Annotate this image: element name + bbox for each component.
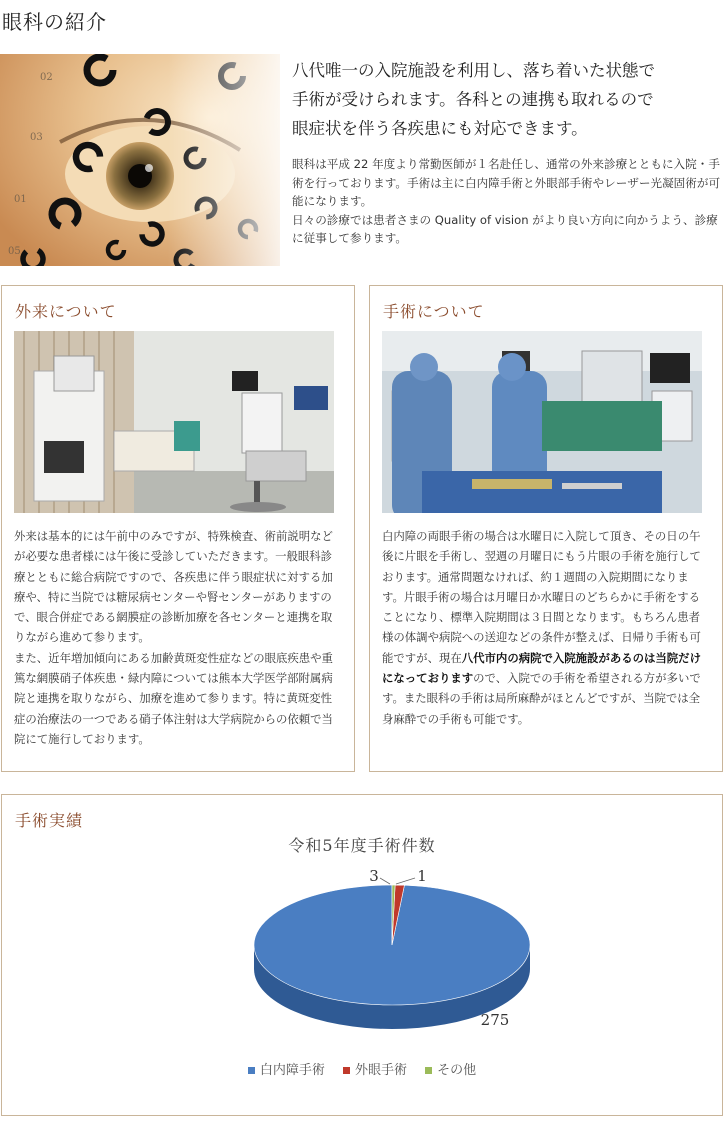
- legend-swatch: [248, 1067, 255, 1074]
- outpatient-title: 外来について: [15, 302, 117, 321]
- surgery-text: [382, 526, 710, 729]
- legend-item-external: [343, 1059, 407, 1078]
- hero-section: [0, 54, 724, 266]
- page-title: 眼科の紹介: [2, 10, 107, 34]
- surgery-text-part: ので、入院での手術を希望される方が多いです。また眼科の手術は局所麻酔がほとんどですが、当院では全身麻酔での手術も可能です。: [382, 671, 701, 726]
- surgery-text-part: 白内障の両眼手術の場合は水曜日に入院して頂き、その日の午後に片眼を手術し、翌週の月曜日にもう片眼の手術を施行しております。通常問題なければ、約１週間の入院期間になります。片眼手術の場合は月曜日か水曜日のどちらかに手術をすることになり、標準入院期間は３日間となります。もちろん患者様の体調や病院への送迎などの条件が整えば、日帰り手術も可能ですが、現在: [382, 529, 701, 665]
- outpatient-photo: [14, 331, 334, 513]
- eye-chart-image: [0, 54, 280, 266]
- legend-swatch: [425, 1067, 432, 1074]
- data-label-external: 3: [369, 867, 379, 885]
- surgery-highlight: 八代市内の病院で入院施設があるのは当院だけになっております: [382, 650, 701, 686]
- legend-item-cataract: [248, 1059, 325, 1078]
- data-label-other: 1: [417, 867, 427, 885]
- outpatient-panel: [1, 285, 355, 772]
- chart-title: 令和5年度手術件数: [288, 836, 436, 855]
- surgery-panel: [369, 285, 723, 772]
- legend-item-other: [425, 1059, 476, 1078]
- chart-legend: [2, 1059, 722, 1078]
- hero-lead-line: 手術が受けられます。各科との連携も取れるので: [292, 90, 654, 109]
- data-label-cataract: 275: [480, 1011, 510, 1029]
- results-panel: [1, 794, 723, 1116]
- surgery-photo: [382, 331, 702, 513]
- results-title: 手術実績: [15, 811, 84, 830]
- hero-lead-line: 眼症状を伴う各疾患にも対応できます。: [292, 119, 588, 138]
- legend-label: その他: [437, 1063, 477, 1078]
- leader-line: [396, 878, 415, 884]
- hero-lead: [292, 56, 722, 143]
- hero-lead-line: 八代唯一の入院施設を利用し、落ち着いた状態で: [292, 61, 655, 80]
- hero-body: [292, 155, 724, 248]
- outpatient-paragraph: 外来は基本的には午前中のみですが、特殊検査、術前説明などが必要な患者様には午後に受診していただきます。一般眼科診療とともに総合病院ですので、各疾患に伴う眼症状に対する加療や、特に当院では糖尿病センターや腎センターがありますので、眼合併症である網膜症の診断加療を各センターと連携を取りながら進めて参ります。: [14, 529, 333, 645]
- outpatient-text: [14, 526, 342, 749]
- legend-label: 外眼手術: [354, 1063, 407, 1078]
- hero-body-paragraph: 日々の診療では患者さまの Quality of vision がより良い方向に向かうよう、診療に従事して参ります。: [292, 212, 718, 245]
- legend-swatch: [343, 1067, 350, 1074]
- surgery-paragraph: [382, 526, 710, 729]
- surgery-title: 手術について: [383, 302, 485, 321]
- hero-body-paragraph: 眼科は平成 22 年度より常勤医師が１名赴任し、通常の外来診療とともに入院・手術を行っております。手術は主に白内障手術と外眼部手術やレーザー光凝固術が可能になります。: [292, 157, 721, 208]
- leader-line: [380, 878, 390, 884]
- outpatient-paragraph: また、近年増加傾向にある加齢黄斑変性症などの眼底疾患や重篤な網膜硝子体疾患・緑内障については熊本大学医学部附属病院と連携を取りながら、加療を進めて参ります。特に黄斑変性症の治療法の一つである硝子体注射は大学病院からの依頼で当院にて施行しております。: [14, 650, 333, 746]
- legend-label: 白内障手術: [259, 1063, 325, 1078]
- pie-chart: [2, 845, 722, 1095]
